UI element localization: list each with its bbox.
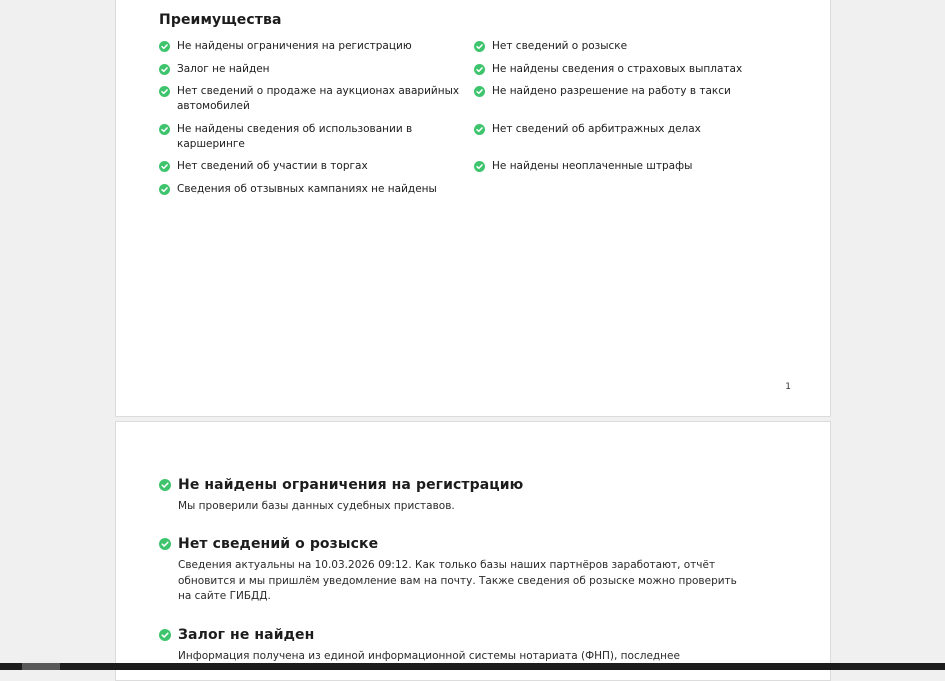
- scrollbar-thumb[interactable]: [22, 663, 60, 670]
- benefit-row: [159, 159, 779, 182]
- detail-section: [159, 477, 748, 515]
- page-number: 1: [785, 382, 791, 392]
- benefit-item: [474, 39, 779, 54]
- benefit-item: [159, 62, 474, 77]
- benefit-row: [159, 122, 779, 159]
- check-circle-icon: [159, 124, 170, 135]
- benefit-text: Не найдены сведения о страховых выплатах: [492, 63, 743, 75]
- check-circle-icon: [159, 41, 170, 52]
- check-circle-icon: [474, 124, 485, 135]
- benefit-text: Не найдены сведения об использовании в каршеринге: [177, 123, 413, 150]
- benefit-row: [159, 182, 779, 202]
- benefit-text: Нет сведений об участии в торгах: [177, 160, 368, 172]
- check-circle-icon: [159, 479, 171, 491]
- check-circle-icon: [474, 161, 485, 172]
- benefit-item: [474, 159, 779, 174]
- check-circle-icon: [474, 41, 485, 52]
- check-circle-icon: [474, 86, 485, 97]
- detail-text: Сведения актуальны на 10.03.2026 09:12. Как только базы наших партнёров заработают, отчёт обновится и мы пришлём уведомление вам на почту. Также сведения об розыске можно проверить на сайте ГИБДД.: [178, 559, 737, 602]
- detail-text: Информация получена из единой информационной системы нотариата (ФНП), последнее: [178, 650, 680, 662]
- benefit-text: Нет сведений о продаже на аукционах аварийных автомобилей: [177, 85, 460, 112]
- detail-title: Не найдены ограничения на регистрацию: [178, 477, 524, 493]
- benefit-text: Не найдены ограничения на регистрацию: [177, 40, 412, 52]
- benefit-row: [159, 84, 779, 122]
- check-circle-icon: [159, 86, 170, 97]
- detail-header: [159, 477, 748, 493]
- benefit-text: Нет сведений об арбитражных делах: [492, 123, 701, 135]
- benefit-row: [159, 62, 779, 84]
- benefit-text: Сведения об отзывных кампаниях не найдены: [177, 183, 437, 195]
- benefit-item: [474, 122, 779, 137]
- benefit-item: [159, 122, 474, 152]
- detail-title: Нет сведений о розыске: [178, 536, 379, 552]
- detail-header: [159, 627, 748, 643]
- benefits-title: Преимущества: [159, 12, 282, 28]
- check-circle-icon: [159, 161, 170, 172]
- benefit-text: Не найдено разрешение на работу в такси: [492, 85, 731, 97]
- detail-title: Залог не найден: [178, 627, 315, 643]
- check-circle-icon: [159, 629, 171, 641]
- benefit-item: [159, 159, 474, 174]
- benefit-text: Нет сведений о розыске: [492, 40, 628, 52]
- detail-header: [159, 536, 748, 552]
- check-circle-icon: [474, 64, 485, 75]
- benefit-item: [474, 62, 779, 77]
- check-circle-icon: [159, 538, 171, 550]
- benefit-item: [159, 182, 474, 197]
- detail-section: [159, 627, 748, 665]
- detail-text: Мы проверили базы данных судебных приставов.: [178, 500, 455, 512]
- check-circle-icon: [159, 184, 170, 195]
- detail-section: [159, 536, 748, 605]
- report-page-1: [115, 0, 831, 417]
- benefit-row: [159, 39, 779, 62]
- benefit-text: Не найдены неоплаченные штрафы: [492, 160, 693, 172]
- horizontal-scrollbar[interactable]: [0, 663, 945, 670]
- benefit-item: [474, 84, 779, 99]
- check-circle-icon: [159, 64, 170, 75]
- benefit-item: [159, 84, 474, 114]
- benefit-text: Залог не найден: [177, 63, 270, 75]
- report-page-2: [115, 421, 831, 681]
- benefits-list: [159, 39, 779, 202]
- benefit-item: [159, 39, 474, 54]
